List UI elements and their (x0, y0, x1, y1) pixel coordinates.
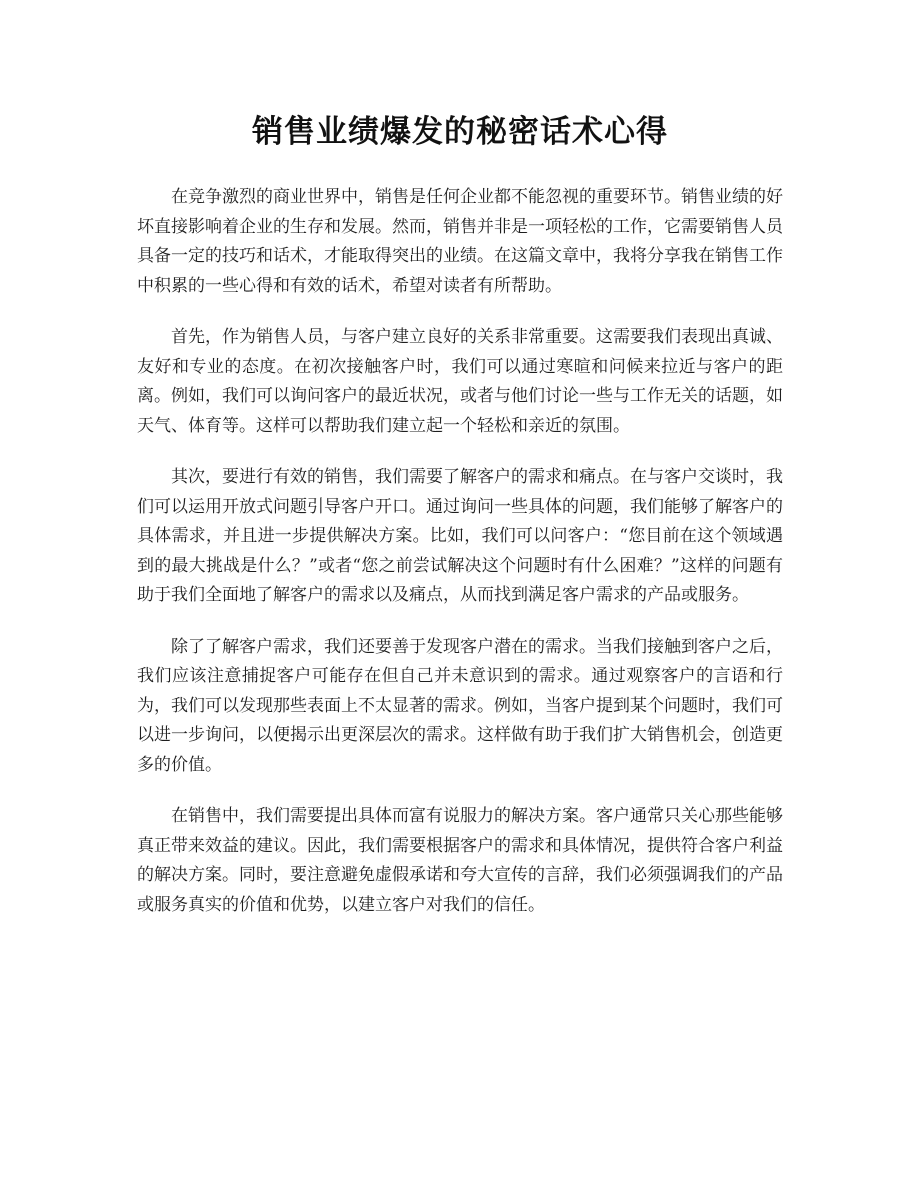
paragraph-needs: 其次，要进行有效的销售，我们需要了解客户的需求和痛点。在与客户交谈时，我们可以运用开放式问题引导客户开口。通过询问一些具体的问题，我们能够了解客户的具体需求，并且进一步提供解决方案。比如，我们可以问客户：“您目前在这个领域遇到的最大挑战是什么？”或者“您之前尝试解决这个问题时有什么困难？”这样的问题有助于我们全面地了解客户的需求以及痛点，从而找到满足客户需求的产品或服务。 (137, 467, 783, 605)
paragraph-relationship: 首先，作为销售人员，与客户建立良好的关系非常重要。这需要我们表现出真诚、友好和专业的态度。在初次接触客户时，我们可以通过寒暄和问候来拉近与客户的距离。例如，我们可以询问客户的最近状况，或者与他们讨论一些与工作无关的话题，如天气、体育等。这样可以帮助我们建立起一个轻松和亲近的氛围。 (137, 327, 783, 436)
document-title: 销售业绩爆发的秘密话术心得 (252, 114, 668, 150)
paragraph-intro: 在竞争激烈的商业世界中，销售是任何企业都不能忽视的重要环节。销售业绩的好坏直接影响着企业的生存和发展。然而，销售并非是一项轻松的工作，它需要销售人员具备一定的技巧和话术，才能取得突出的业绩。在这篇文章中，我将分享我在销售工作中积累的一些心得和有效的话术，希望对读者有所帮助。 (137, 187, 783, 296)
paragraph-potential-needs: 除了了解客户需求，我们还要善于发现客户潜在的需求。当我们接触到客户之后，我们应该注意捕捉客户可能存在但自己并未意识到的需求。通过观察客户的言语和行为，我们可以发现那些表面上不太显著的需求。例如，当客户提到某个问题时，我们可以进一步询问，以便揭示出更深层次的需求。这样做有助于我们扩大销售机会，创造更多的价值。 (137, 636, 783, 775)
paragraph-solutions: 在销售中，我们需要提出具体而富有说服力的解决方案。客户通常只关心那些能够真正带来效益的建议。因此，我们需要根据客户的需求和具体情况，提供符合客户利益的解决方案。同时，要注意避免虚假承诺和夸大宣传的言辞，我们必须强调我们的产品或服务真实的价值和优势，以建立客户对我们的信任。 (137, 806, 783, 915)
